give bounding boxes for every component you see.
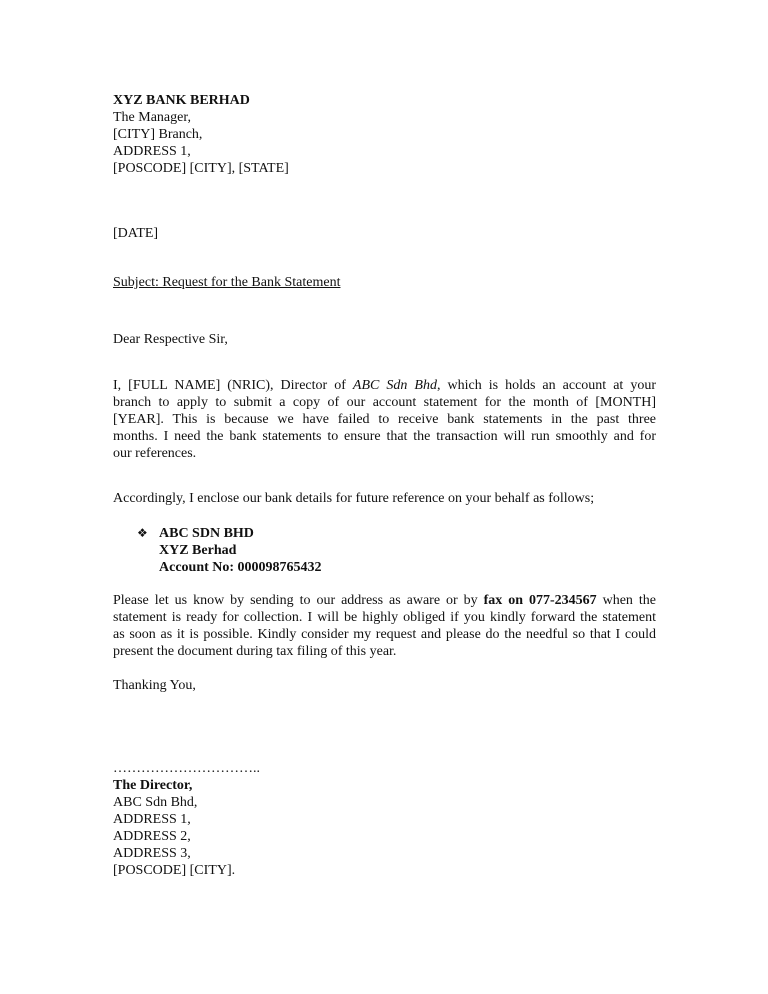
subject-line — [113, 274, 656, 291]
signature-company: ABC Sdn Bhd, — [113, 795, 198, 810]
signature-title: The Director, — [113, 778, 193, 793]
company-name: ABC Sdn Bhd — [352, 378, 437, 393]
p1-text-b: , which is holds an account at your — [436, 378, 657, 393]
paragraph-enclose — [113, 490, 656, 507]
p1-text-a: I, [FULL NAME] (NRIC), Director of — [113, 378, 353, 393]
paragraph-line — [113, 377, 656, 394]
recipient-address: ADDRESS 1, — [113, 144, 191, 159]
recipient-title: The Manager, — [113, 110, 191, 125]
paragraph-request — [113, 377, 656, 462]
paragraph-line — [113, 592, 656, 609]
salutation: Dear Respective Sir, — [113, 332, 228, 347]
signature-address1: ADDRESS 1, — [113, 812, 191, 827]
closing-line — [113, 677, 656, 694]
enclose-text: Accordingly, I enclose our bank details for future reference on your behalf as follows; — [113, 491, 595, 506]
recipient-block — [113, 92, 656, 177]
paragraph-line: statement is ready for collection. I will be highly obliged if you kindly forward the statement — [113, 610, 656, 625]
signature-postcode: [POSCODE] [CITY]. — [113, 863, 236, 878]
paragraph-line: present the document during tax filing of this year. — [113, 644, 397, 659]
closing: Thanking You, — [113, 678, 196, 693]
recipient-postcode: [POSCODE] [CITY], [STATE] — [113, 161, 289, 176]
paragraph-line: months. I need the bank statements to ensure that the transaction will run smoothly and for — [113, 429, 656, 444]
letter-date: [DATE] — [113, 226, 159, 241]
p3-text-a: Please let us know by sending to our address as aware or by — [113, 593, 484, 608]
fax-number: fax on 077-234567 — [483, 593, 597, 608]
recipient-branch: [CITY] Branch, — [113, 127, 203, 142]
salutation-line — [113, 331, 656, 348]
paragraph-line: branch to apply to submit a copy of our account statement for the month of [MONTH] — [113, 395, 656, 410]
detail-bank: XYZ Berhad — [159, 543, 237, 558]
signature-address2: ADDRESS 2, — [113, 829, 191, 844]
signature-block — [113, 760, 656, 879]
date-line — [113, 225, 656, 242]
detail-company: ABC SDN BHD — [159, 526, 254, 541]
signature-address3: ADDRESS 3, — [113, 846, 191, 861]
diamond-bullet-icon: ❖ — [137, 526, 148, 540]
paragraph-line: our references. — [113, 446, 197, 461]
signature-dots: ………………………….. — [113, 761, 260, 776]
bank-name: XYZ BANK BERHAD — [113, 93, 250, 108]
detail-account: Account No: 000098765432 — [159, 560, 322, 575]
paragraph-fax — [113, 592, 656, 660]
paragraph-line: as soon as it is possible. Kindly consider my request and please do the needful so that I could — [113, 627, 656, 642]
bank-details — [159, 525, 322, 576]
p3-text-b: when the — [596, 593, 656, 608]
letter-subject: Subject: Request for the Bank Statement — [113, 275, 341, 290]
paragraph-line: [YEAR]. This is because we have failed to receive bank statements in the past three — [113, 412, 656, 427]
